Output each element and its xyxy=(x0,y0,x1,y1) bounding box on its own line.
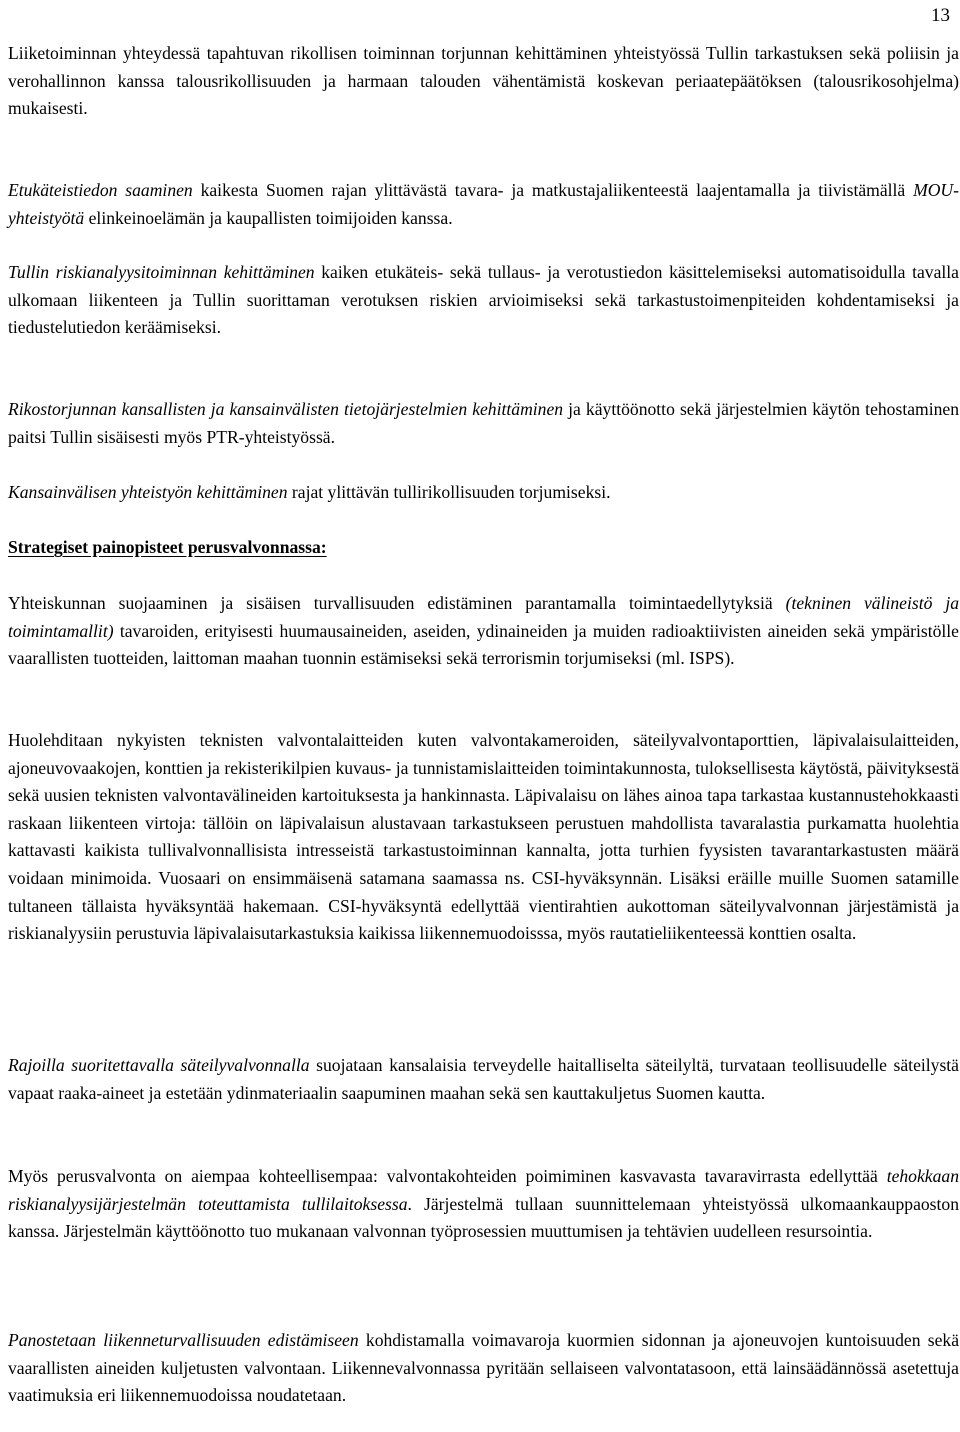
paragraph-advance-info xyxy=(8,177,959,232)
paragraph-text: . Järjestelmä tullaan suunnittelemaan yhteistyössä ulkomaankauppaoston kanssa. Järjestelmän käyttöönotto tuo mukanaan valvonnan työprosessien muuttumisen ja tehtävien uudelleen resursointia. xyxy=(8,1193,959,1242)
paragraph-text: kohdistamalla voimavaroja kuormien sidonnan ja ajoneuvojen kuntoisuuden sekä vaarallisten aineiden kuljetusten valvontaan. Liikennevalvonnassa pyritään sellaiseen valvontatasoon, että lainsäädännössä asetettuja vaatimuksia eri liikennemuodoissa noudatetaan. xyxy=(8,1330,959,1406)
paragraph-text: suojataan kansalaisia terveydelle haitalliselta säteilyltä, turvataan teollisuudelle säteilystä vapaat raaka-aineet ja estetään ydinmateriaalin saapuminen maahan sekä sen kauttakuljetus Suomen kautta. xyxy=(8,1055,959,1103)
paragraph-text: ja käyttöönotto sekä järjestelmien käytön tehostaminen paitsi Tullin sisäisesti myös PTR-yhteistyössä. xyxy=(8,399,959,447)
paragraph-text: Yhteiskunnan suojaaminen ja sisäisen turvallisuuden edistäminen parantamalla toimintaedellytyksiä xyxy=(8,593,786,613)
paragraph-text: rajat ylittävän tullirikollisuuden torjumiseksi. xyxy=(287,482,611,502)
heading-text: Strategiset painopisteet perusvalvonnassa: xyxy=(8,537,327,557)
paragraph-text: tavaroiden, erityisesti huumausaineiden, aseiden, ydinaineiden ja muiden radioaktiivisten aineiden sekä ympäristölle vaarallisten tuotteiden, laittoman maahan tuonnin estämiseksi sekä terrorismin torjumiseksi (ml. ISPS). xyxy=(8,620,959,669)
paragraph-italic-inline: (tekninen välineistö ja toimintamallit) xyxy=(8,593,960,641)
paragraph-italic-inline: MOU-yhteistyötä xyxy=(8,180,959,228)
paragraph-traffic-safety xyxy=(8,1327,959,1410)
paragraph-italic-lead: Rajoilla suoritettavalla säteilyvalvonnalla xyxy=(8,1055,310,1075)
paragraph-business-crime xyxy=(8,40,959,123)
paragraph-radiation-monitoring xyxy=(8,1052,959,1107)
paragraph-text: Myös perusvalvonta on aiempaa kohteellisempaa: valvontakohteiden poimiminen kasvavasta tavaravirrasta edellyttää xyxy=(8,1166,887,1186)
paragraph-italic-inline: tehokkaan riskianalyysijärjestelmän toteuttamista tullilaitoksessa xyxy=(8,1166,959,1214)
paragraph-italic-lead: Kansainvälisen yhteistyön kehittäminen xyxy=(8,482,288,502)
paragraph-italic-lead: Panostetaan liikenneturvallisuuden edistämiseen xyxy=(8,1330,359,1350)
paragraph-text: elinkeinoelämän ja kaupallisten toimijoiden kanssa. xyxy=(84,207,453,228)
paragraph-society-protection xyxy=(8,590,959,673)
paragraph-text: Liiketoiminnan yhteydessä tapahtuvan rikollisen toiminnan torjunnan kehittäminen yhteistyössä Tullin tarkastuksen sekä poliisin ja verohallinnon kanssa talousrikollisuuden ja harmaan talouden vähentämistä koskevan periaatepäätöksen (talousrikosohjelma) mukaisesti. xyxy=(8,43,959,119)
section-heading xyxy=(8,534,959,562)
paragraph-information-systems xyxy=(8,396,959,451)
paragraph-text: kaikesta Suomen rajan ylittävästä tavara- ja matkustajaliikenteestä laajentamalla ja tiivistämällä xyxy=(192,180,914,200)
paragraph-technical-equipment xyxy=(8,727,959,948)
paragraph-italic-lead: Etukäteistiedon saaminen xyxy=(8,180,193,200)
paragraph-risk-analysis xyxy=(8,259,959,342)
paragraph-text: Huolehditaan nykyisten teknisten valvontalaitteiden kuten valvontakameroiden, säteilyvalvontaporttien, läpivalaisulaitteiden, ajoneuvovaakojen, konttien ja rekisterikilpien kuvaus- ja tunnistamislaitteiden toimintakunnosta, tuloksellisesta käytöstä, päivityksestä sekä uusien teknisten valvontavälineiden kartoituksesta ja hankinnasta. Läpivalaisu on lähes ainoa tapa tarkastaa kustannustehokkaasti raskaan liikenteen virtoja: tällöin on läpivalaisun alustavaan tarkastukseen perustuen mahdollista tavaralastia purkamatta huolehtia kattavasti kaikista tullivalvonnallisista intresseistä tarkastustoiminnan kannalta, jotta turhien fyysisten tavarantarkastusten määrä voidaan minimoida. Vuosaari on ensimmäisenä satamana saamassa ns. CSI-hyväksynnän. Lisäksi eräille muille Suomen satamille tultaneen tällaista hyväksyntää hakemaan. CSI-hyväksyntä edellyttää vientirahtien aukottoman säteilyvalvonnan järjestämistä ja riskianalyysiin perustuvia läpivalaisutarkastuksia kaikissa liikennemuodoisssa, myös rautatieliikenteessä konttien osalta. xyxy=(8,730,959,944)
paragraph-international-cooperation xyxy=(8,479,959,507)
paragraph-text: kaiken etukäteis- sekä tullaus- ja verotustiedon käsittelemiseksi automatisoidulla tavalla ulkomaan liikenteen ja Tullin suorittaman verotuksen riskien arvioimiseksi sekä tarkastustoimenpiteiden kohdentamiseksi ja tiedustelutiedon keräämiseksi. xyxy=(8,262,959,338)
paragraph-italic-lead: Tullin riskianalyysitoiminnan kehittäminen xyxy=(8,262,315,282)
paragraph-basic-control xyxy=(8,1163,959,1246)
page-number: 13 xyxy=(931,5,950,26)
paragraph-italic-lead: Rikostorjunnan kansallisten ja kansainvälisten tietojärjestelmien kehittäminen xyxy=(8,399,564,419)
